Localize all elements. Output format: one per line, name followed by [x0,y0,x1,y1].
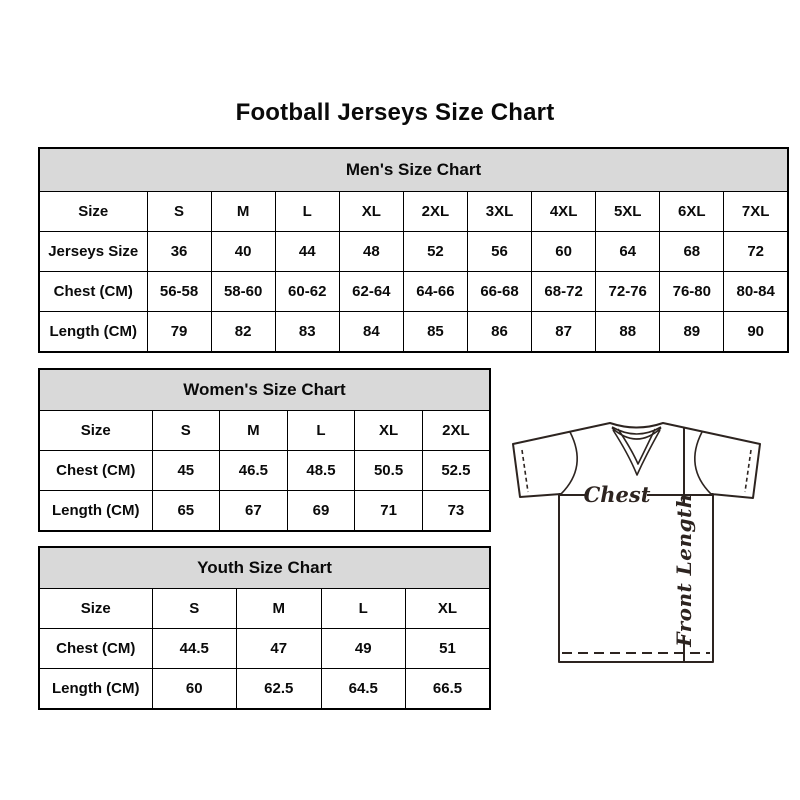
value-cell: 90 [724,312,788,353]
table-row [39,411,490,451]
table-row [39,232,788,272]
value-cell: 83 [275,312,339,353]
page-title: Football Jerseys Size Chart [235,99,555,126]
value-cell: 50.5 [355,451,423,491]
value-cell: M [220,411,288,451]
youth-size-table [38,546,491,710]
value-cell: 72 [724,232,788,272]
table-row [39,192,788,232]
value-cell: 62-64 [339,272,403,312]
table-row [39,312,788,353]
value-cell: M [211,192,275,232]
value-cell: 69 [287,491,355,532]
value-cell: 72-76 [596,272,660,312]
value-cell: 56-58 [147,272,211,312]
value-cell: 68 [660,232,724,272]
front-length-label: Front Length [672,493,696,647]
value-cell: 60 [152,669,237,710]
table-title: Women's Size Chart [39,369,490,411]
value-cell: 40 [211,232,275,272]
value-cell: 6XL [660,192,724,232]
value-cell: 52.5 [422,451,490,491]
value-cell: 87 [532,312,596,353]
value-cell: 45 [152,451,220,491]
mens-size-table [38,147,789,353]
value-cell: L [321,589,406,629]
value-cell: S [152,411,220,451]
jersey-measurement-diagram [500,400,780,680]
table-title: Men's Size Chart [39,148,788,192]
value-cell: L [287,411,355,451]
row-label: Length (CM) [39,312,147,353]
value-cell: 66-68 [467,272,531,312]
value-cell: M [237,589,322,629]
table-row [39,491,490,532]
value-cell: 82 [211,312,275,353]
value-cell: 44 [275,232,339,272]
table-row [39,451,490,491]
table-row [39,272,788,312]
value-cell: XL [355,411,423,451]
value-cell: 60 [532,232,596,272]
right-cuff-stitch [745,450,751,492]
table-header-row [39,148,788,192]
table-row [39,589,490,629]
value-cell: 66.5 [406,669,491,710]
chest-label: Chest [583,482,651,507]
value-cell: 47 [237,629,322,669]
value-cell: 7XL [724,192,788,232]
value-cell: 80-84 [724,272,788,312]
row-label: Chest (CM) [39,629,152,669]
value-cell: 64.5 [321,669,406,710]
row-label: Chest (CM) [39,451,152,491]
value-cell: 58-60 [211,272,275,312]
value-cell: 52 [403,232,467,272]
value-cell: XL [339,192,403,232]
row-label: Length (CM) [39,491,152,532]
value-cell: 76-80 [660,272,724,312]
value-cell: 62.5 [237,669,322,710]
row-label: Size [39,589,152,629]
table-title: Youth Size Chart [39,547,490,589]
value-cell: 5XL [596,192,660,232]
value-cell: 64-66 [403,272,467,312]
table-row [39,669,490,710]
value-cell: 65 [152,491,220,532]
value-cell: 85 [403,312,467,353]
value-cell: 46.5 [220,451,288,491]
row-label: Jerseys Size [39,232,147,272]
value-cell: 84 [339,312,403,353]
value-cell: 56 [467,232,531,272]
value-cell: 60-62 [275,272,339,312]
right-armhole-seam [695,432,711,494]
table-header-row [39,547,490,589]
value-cell: 71 [355,491,423,532]
row-label: Size [39,192,147,232]
value-cell: 2XL [403,192,467,232]
value-cell: 48 [339,232,403,272]
value-cell: 86 [467,312,531,353]
value-cell: S [147,192,211,232]
left-cuff-stitch [522,450,528,492]
value-cell: 67 [220,491,288,532]
value-cell: 36 [147,232,211,272]
womens-size-table [38,368,491,532]
table-header-row [39,369,490,411]
value-cell: 79 [147,312,211,353]
table-row [39,629,490,669]
value-cell: 88 [596,312,660,353]
value-cell: 3XL [467,192,531,232]
left-armhole-seam [561,432,577,494]
row-label: Length (CM) [39,669,152,710]
vneck-outer-icon [613,430,660,475]
value-cell: 89 [660,312,724,353]
row-label: Chest (CM) [39,272,147,312]
value-cell: L [275,192,339,232]
value-cell: 2XL [422,411,490,451]
value-cell: 49 [321,629,406,669]
value-cell: S [152,589,237,629]
value-cell: 48.5 [287,451,355,491]
value-cell: 64 [596,232,660,272]
value-cell: 4XL [532,192,596,232]
value-cell: 68-72 [532,272,596,312]
value-cell: 51 [406,629,491,669]
value-cell: 44.5 [152,629,237,669]
value-cell: 73 [422,491,490,532]
value-cell: XL [406,589,491,629]
row-label: Size [39,411,152,451]
